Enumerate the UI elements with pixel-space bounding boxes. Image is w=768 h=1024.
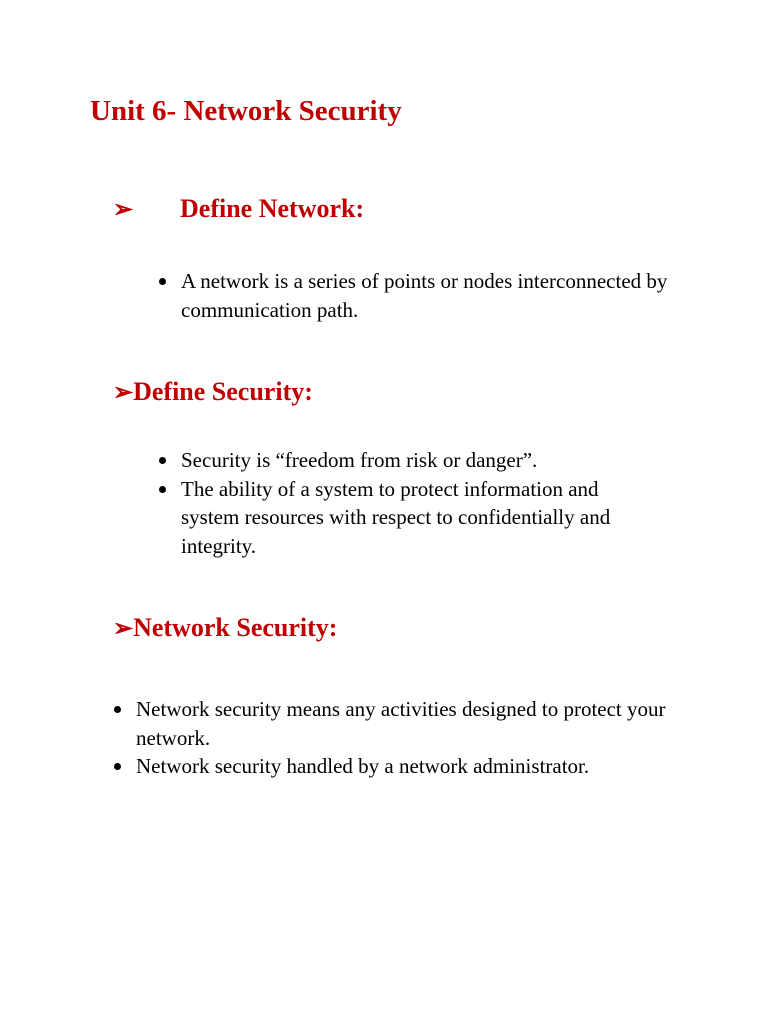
list-item bbox=[159, 475, 659, 561]
section-heading-network-security bbox=[113, 611, 337, 646]
list-item bbox=[159, 446, 659, 475]
arrowhead-bullet-icon: ➢ bbox=[113, 380, 134, 406]
bullet-list-define-security bbox=[159, 446, 659, 560]
bullet-list-network-security bbox=[114, 695, 674, 781]
section-heading-define-network bbox=[113, 192, 364, 227]
list-item-text: Security is “freedom from risk or danger”. bbox=[181, 448, 538, 472]
bullet-list-define-network bbox=[159, 267, 699, 324]
round-bullet-icon bbox=[159, 457, 166, 464]
arrowhead-bullet-icon: ➢ bbox=[113, 197, 134, 223]
section-heading-label: Define Security: bbox=[133, 377, 313, 406]
list-item-text: Network security means any activities designed to protect your network. bbox=[136, 697, 666, 750]
round-bullet-icon bbox=[114, 706, 121, 713]
section-heading-label: Define Network: bbox=[180, 194, 365, 223]
section-heading-label: Network Security: bbox=[133, 613, 338, 642]
arrowhead-bullet-icon: ➢ bbox=[113, 616, 134, 642]
round-bullet-icon bbox=[159, 278, 166, 285]
list-item-text: A network is a series of points or nodes interconnected by communication path. bbox=[181, 269, 668, 322]
list-item bbox=[114, 695, 674, 752]
round-bullet-icon bbox=[159, 486, 166, 493]
round-bullet-icon bbox=[114, 763, 121, 770]
list-item-text: The ability of a system to protect information and system resources with respect to confidentially and integrity. bbox=[181, 476, 611, 558]
section-heading-define-security bbox=[113, 375, 313, 410]
page-title: Unit 6- Network Security bbox=[90, 95, 402, 127]
list-item-text: Network security handled by a network administrator. bbox=[136, 754, 590, 779]
list-item bbox=[159, 267, 699, 324]
list-item bbox=[114, 752, 674, 781]
